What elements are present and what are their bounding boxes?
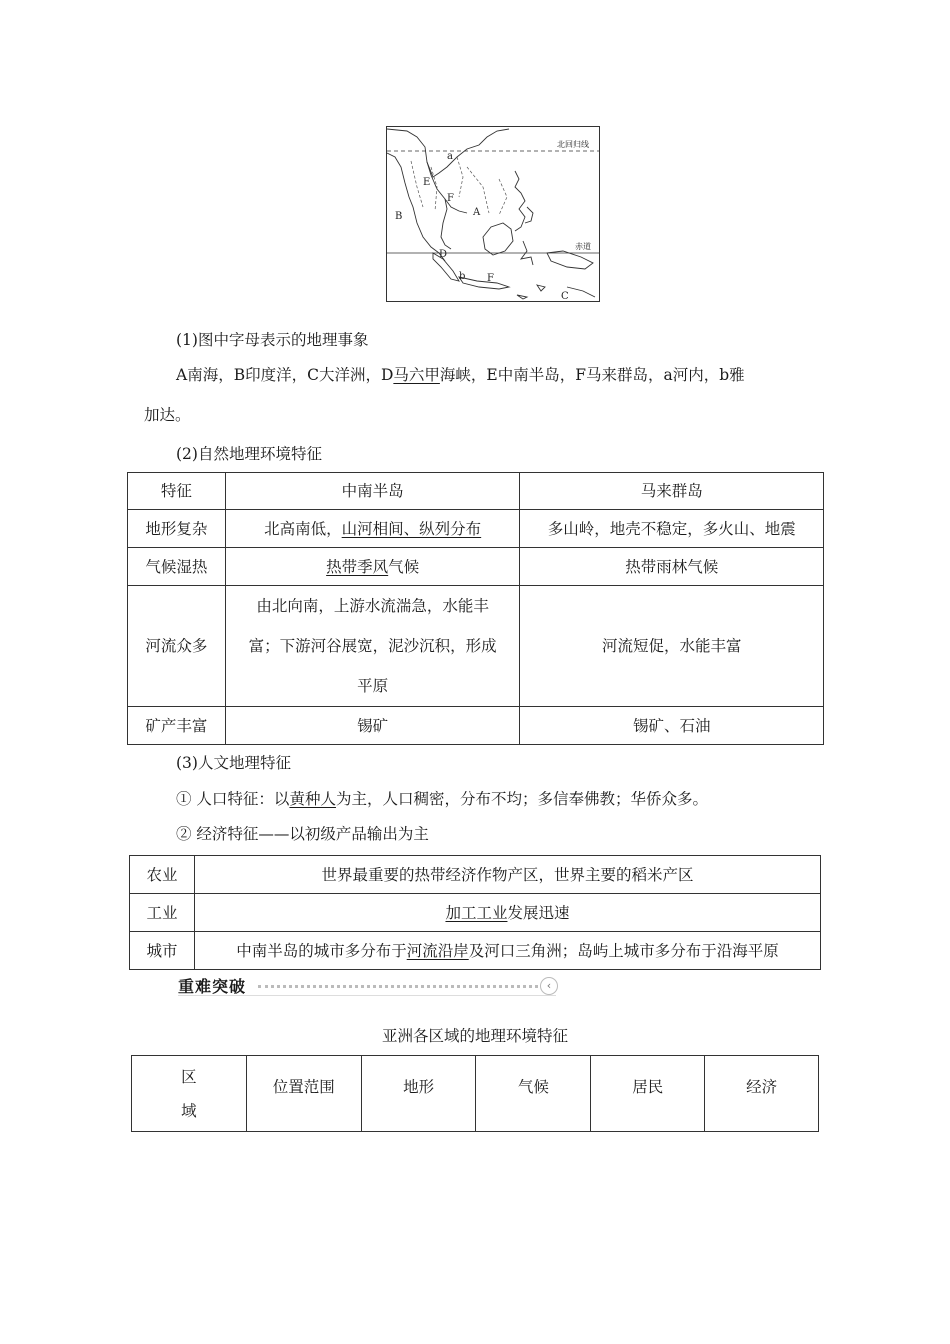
text: ① 人口特征：以 [176, 790, 290, 808]
text: 海峡，E中南半岛，F马来群岛，a河内，b雅 [439, 366, 745, 384]
header-cell: 特征 [128, 473, 226, 510]
text: 中南半岛的城市多分布于 [236, 941, 407, 960]
map-letter-b: b [459, 271, 466, 282]
map-figure [387, 127, 599, 301]
table-row [128, 548, 824, 586]
section1-line1 [176, 363, 745, 385]
underlined-text: 加工工业 [445, 903, 508, 922]
text: 及河口三角洲；岛屿上城市多分布于沿海平原 [468, 941, 779, 960]
text: 气候 [388, 557, 420, 576]
text-line: 域 [181, 1101, 197, 1120]
islands-cell: 热带雨林气候 [520, 548, 824, 586]
header-cell: 中南半岛 [225, 473, 520, 510]
feature-cell: 河流众多 [128, 586, 226, 707]
underlined-text: 山河相间、纵列分布 [341, 519, 482, 538]
text-line: 富；下游河谷展宽，泥沙沉积，形成 [248, 637, 497, 655]
header-cell: 气候 [476, 1056, 591, 1132]
divider [178, 995, 556, 996]
label-cell: 城市 [130, 932, 195, 970]
text: 发展迅速 [507, 903, 570, 922]
header-cell: 马来群岛 [520, 473, 824, 510]
content-cell [194, 894, 820, 932]
underlined-text: 河流沿岸 [406, 941, 469, 960]
section2-heading: (2)自然地理环境特征 [176, 445, 322, 463]
header-cell: 居民 [591, 1056, 705, 1132]
peninsula-cell [225, 510, 520, 548]
map-letter-A: A [473, 207, 481, 218]
text: 北高南低， [264, 519, 342, 538]
population-feature [176, 787, 708, 809]
map-letter-a: a [447, 151, 453, 162]
feature-cell: 矿产丰富 [128, 707, 226, 745]
economy-table [129, 855, 821, 970]
feature-cell: 地形复杂 [128, 510, 226, 548]
content-cell: 世界最重要的热带经济作物产区，世界主要的稻米产区 [194, 856, 820, 894]
asia-table-title: 亚洲各区域的地理环境特征 [381, 1027, 568, 1045]
label-cell: 工业 [130, 894, 195, 932]
content-cell [194, 932, 820, 970]
southeast-asia-map [386, 126, 600, 302]
feature-cell: 气候湿热 [128, 548, 226, 586]
underlined-text: 马六甲 [393, 366, 440, 384]
map-letter-D: D [439, 249, 448, 260]
underlined-text: 黄种人 [289, 790, 336, 808]
islands-cell: 河流短促，水能丰富 [520, 586, 824, 707]
section1-line2: 加达。 [144, 406, 191, 424]
natural-features-table [127, 472, 824, 745]
asia-regions-table [131, 1055, 819, 1132]
text-line: 区 [181, 1067, 197, 1086]
text-line: 平原 [357, 677, 389, 695]
header-cell: 地形 [361, 1056, 476, 1132]
islands-cell: 锡矿、石油 [520, 707, 824, 745]
chevron-left-icon: ‹ [540, 977, 558, 995]
table-row [128, 586, 824, 707]
table-row [130, 932, 821, 970]
text-line: 由北向南，上游水流湍急，水能丰 [256, 597, 489, 615]
economic-feature: ② 经济特征——以初级产品输出为主 [176, 825, 429, 843]
section3-heading: (3)人文地理特征 [176, 754, 291, 772]
label-cell: 农业 [130, 856, 195, 894]
dotted-divider [258, 985, 538, 988]
breakthrough-title: 重难突破 [178, 977, 247, 996]
table-header-row [128, 473, 824, 510]
table-row [130, 894, 821, 932]
map-letter-F2: F [487, 273, 494, 284]
table-header-row [132, 1056, 819, 1132]
map-letter-C: C [561, 291, 569, 301]
table-row [128, 707, 824, 745]
peninsula-cell [225, 548, 520, 586]
text: A南海，B印度洋，C大洋洲，D [176, 366, 394, 384]
map-letter-B: B [395, 211, 403, 222]
map-letter-F: F [447, 193, 454, 204]
equator-label: 赤道 [575, 242, 591, 251]
underlined-text: 热带季风 [326, 557, 389, 576]
table-row [128, 510, 824, 548]
header-cell: 经济 [705, 1056, 819, 1132]
section1-heading: (1)图中字母表示的地理事象 [176, 331, 369, 349]
tropic-label: 北回归线 [557, 140, 589, 149]
peninsula-cell [225, 586, 520, 707]
text: 为主，人口稠密，分布不均；多信奉佛教；华侨众多。 [335, 790, 708, 808]
region-header-cell [132, 1056, 247, 1132]
map-letter-E: E [423, 177, 431, 188]
peninsula-cell: 锡矿 [225, 707, 520, 745]
islands-cell: 多山岭，地壳不稳定，多火山、地震 [520, 510, 824, 548]
table-row [130, 856, 821, 894]
header-cell: 位置范围 [246, 1056, 361, 1132]
